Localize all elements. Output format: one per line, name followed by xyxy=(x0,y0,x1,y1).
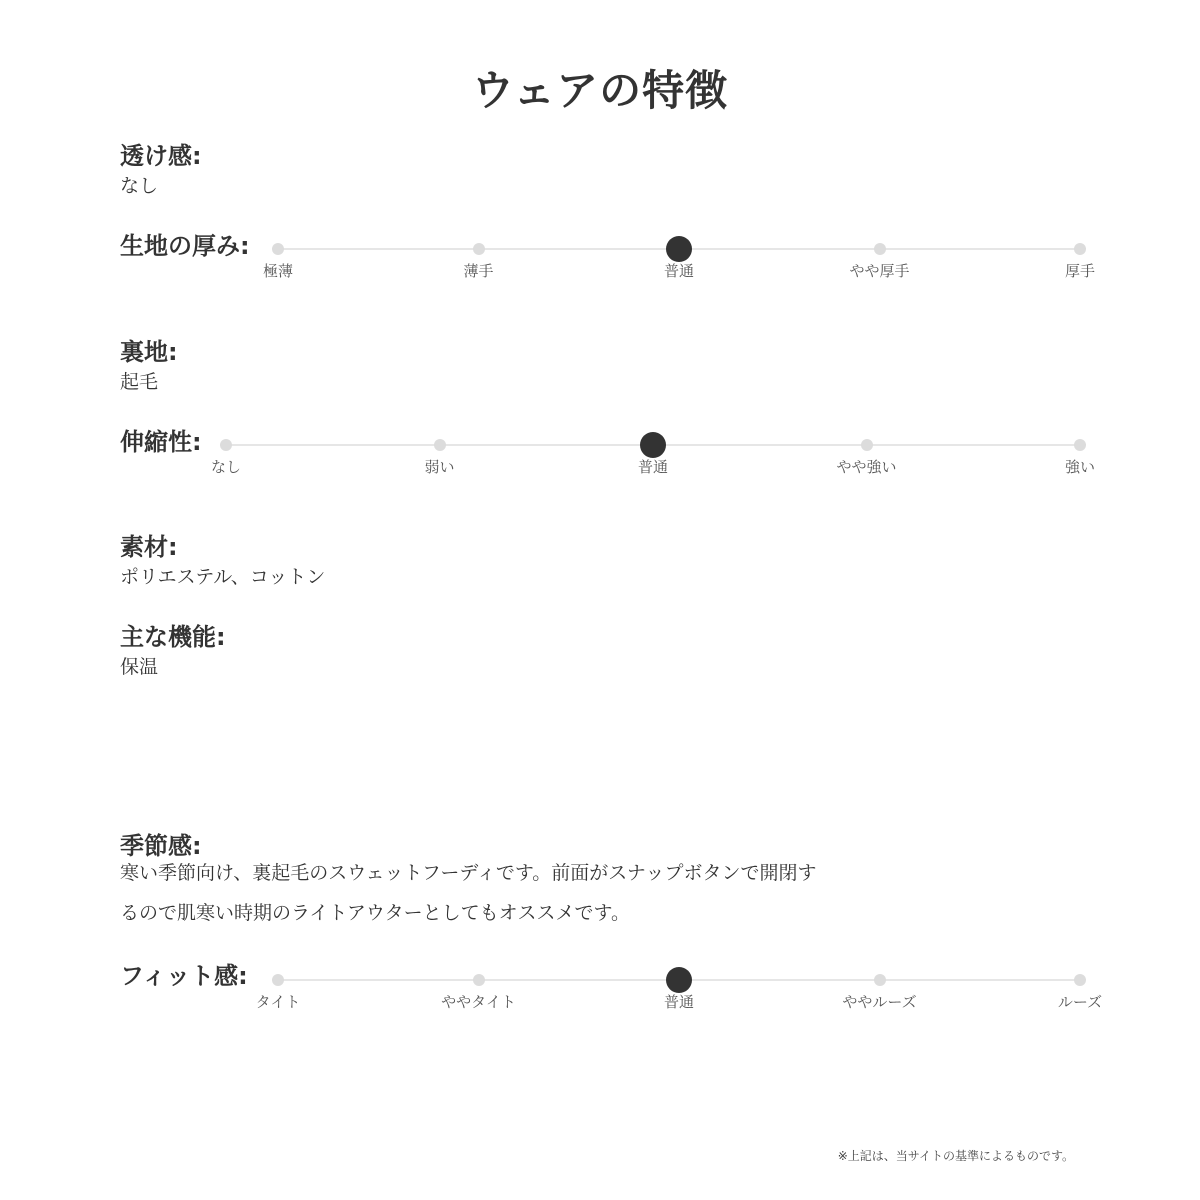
stretch-scale-dot-4 xyxy=(1074,439,1086,451)
thickness-scale-option-1: 薄手 xyxy=(463,262,494,280)
fit-scale-option-4: ルーズ xyxy=(1057,993,1103,1011)
fit-scale-dot-3 xyxy=(874,974,886,986)
thickness-scale xyxy=(262,248,1095,308)
thickness-scale-dot-1 xyxy=(473,243,485,255)
functions-label: 主な機能: xyxy=(120,623,226,651)
lining-value: 起毛 xyxy=(120,371,159,393)
stretch-scale-option-1: 弱い xyxy=(424,458,455,476)
fit-scale-option-0: タイト xyxy=(255,993,301,1011)
transparency-value: なし xyxy=(120,175,159,197)
thickness-scale-dot-3 xyxy=(874,243,886,255)
stretch-scale-dot-1 xyxy=(434,439,446,451)
transparency-label: 透け感: xyxy=(120,142,202,170)
thickness-scale-option-0: 極薄 xyxy=(262,262,293,280)
fit-scale-dot-1 xyxy=(473,974,485,986)
stretch-scale-option-2: 普通 xyxy=(637,458,668,476)
footnote: ※上記は、当サイトの基準によるものです。 xyxy=(837,1149,1074,1163)
stretch-scale-dot-3 xyxy=(861,439,873,451)
fit-scale-dot-0 xyxy=(272,974,284,986)
fit-scale-option-2: 普通 xyxy=(663,993,694,1011)
thickness-scale-option-4: 厚手 xyxy=(1064,262,1095,280)
thickness-scale-dot-4 xyxy=(1074,243,1086,255)
thickness-label: 生地の厚み: xyxy=(120,232,250,260)
material-label: 素材: xyxy=(120,533,178,561)
stretch-label: 伸縮性: xyxy=(120,428,202,456)
stretch-scale-option-4: 強い xyxy=(1064,458,1095,476)
season-description-line-1: 寒い季節向け、裏起毛のスウェットフーディです。前面がスナップボタンで開閉す xyxy=(120,862,817,884)
thickness-scale-option-2: 普通 xyxy=(663,262,694,280)
stretch-scale-option-3: やや強い xyxy=(836,458,897,476)
fit-label: フィット感: xyxy=(120,962,248,990)
thickness-scale-option-3: やや厚手 xyxy=(849,262,910,280)
functions-value: 保温 xyxy=(120,656,159,678)
page-title: ウェアの特徴 xyxy=(471,66,729,115)
fit-scale-option-1: ややタイト xyxy=(441,993,516,1011)
stretch-scale-option-0: なし xyxy=(210,458,241,476)
thickness-scale-dot-0 xyxy=(272,243,284,255)
stretch-scale-dot-2 xyxy=(640,432,666,458)
fit-scale-option-3: ややルーズ xyxy=(842,993,917,1011)
stretch-scale-dot-0 xyxy=(220,439,232,451)
thickness-scale-dot-2 xyxy=(666,236,692,262)
material-value: ポリエステル、コットン xyxy=(120,566,326,588)
fit-scale xyxy=(255,979,1103,1039)
fit-scale-dot-4 xyxy=(1074,974,1086,986)
season-label: 季節感: xyxy=(120,832,202,860)
fit-scale-dot-2 xyxy=(666,967,692,993)
season-description-line-2: るので肌寒い時期のライトアウターとしてもオススメです。 xyxy=(120,902,630,924)
lining-label: 裏地: xyxy=(120,338,178,366)
stretch-scale xyxy=(210,444,1095,504)
